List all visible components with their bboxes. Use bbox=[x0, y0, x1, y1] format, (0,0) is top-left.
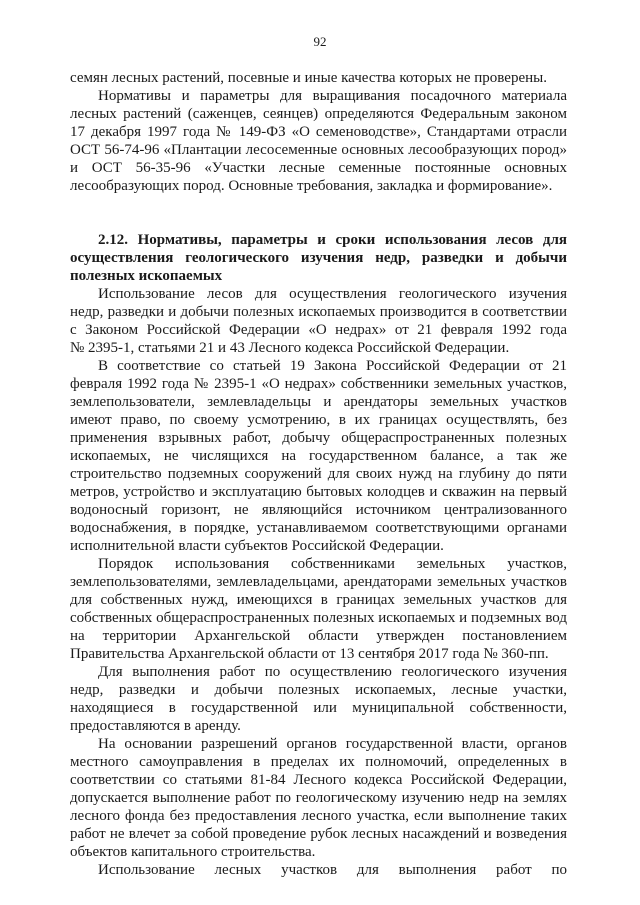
text-line: допускается выполнение работ по геологическому изучению недр на землях bbox=[70, 790, 567, 806]
heading-line: 2.12. Нормативы, параметры и сроки использования лесов для bbox=[98, 232, 567, 248]
text-line: февраля 1992 года № 2395-1 «О недрах» собственники земельных участков, bbox=[70, 376, 567, 392]
text-line: водоносный горизонт, не являющийся источником централизованного bbox=[70, 502, 567, 518]
text-line: Для выполнения работ по осуществлению геологического изучения bbox=[98, 664, 567, 680]
page-number: 92 bbox=[313, 34, 327, 49]
text-line: имеют право, по своему усмотрению, в их границах осуществлять, без bbox=[70, 412, 567, 428]
text-line: В соответствие со статьей 19 Закона Российской Федерации от 21 bbox=[98, 358, 567, 374]
text-line: местного самоуправления в пределах их полномочий, определенных в bbox=[70, 754, 567, 770]
text-line: Использование лесных участков для выполнения работ по bbox=[98, 862, 567, 878]
paragraph-6 bbox=[70, 861, 567, 879]
text-line: собственных общераспространенных полезных ископаемых и подземных вод bbox=[70, 610, 567, 626]
text-line: лесных растений (саженцев, сеянцев) определяются Федеральным законом bbox=[70, 106, 567, 122]
heading-line: осуществления геологического изучения недр, разведки и добычи bbox=[70, 250, 567, 266]
text-line: землепользователи, землевладельцы и арендаторы земельных участков bbox=[70, 394, 567, 410]
paragraph-3 bbox=[70, 555, 567, 663]
section-heading bbox=[70, 231, 567, 285]
text-line: для собственных нужд, имеющихся в границах земельных участков для bbox=[70, 592, 567, 608]
text-line: недр, разведки и добычи полезных ископаемых, лесные участки, bbox=[70, 682, 567, 698]
page-content bbox=[70, 69, 567, 879]
text-line: работ не влечет за собой проведение рубок лесных насаждений и возведения bbox=[70, 826, 567, 842]
text-line: землепользователями, землевладельцами, арендаторами земельных участков bbox=[70, 574, 567, 590]
text-line: на территории Архангельской области утвержден постановлением bbox=[70, 628, 567, 644]
text-line: водоснабжения, в порядке, устанавливаемом соответствующими органами bbox=[70, 520, 567, 536]
text-line: 17 декабря 1997 года № 149-ФЗ «О семеноводстве», Стандартами отрасли bbox=[70, 124, 567, 140]
text-line: ОСТ 56-74-96 «Плантации лесосеменные основных лесообразующих пород» bbox=[70, 142, 567, 158]
text-line: метров, устройство и эксплуатацию бытовых колодцев и скважин на первый bbox=[70, 484, 567, 500]
text-line: применения взрывных работ, добычу общераспространенных полезных bbox=[70, 430, 567, 446]
text-line: лесообразующих пород. Основные требования, закладка и формирование». bbox=[70, 178, 553, 194]
text-line: находящиеся в государственной или муниципальной собственности, bbox=[70, 700, 567, 716]
text-line: исполнительной власти субъектов Российской Федерации. bbox=[70, 538, 444, 554]
text-line: № 2395-1, статьями 21 и 43 Лесного кодекса Российской Федерации. bbox=[70, 340, 510, 356]
text-line: объектов капитального строительства. bbox=[70, 844, 316, 860]
paragraph-1 bbox=[70, 285, 567, 357]
text-line: Использование лесов для осуществления геологического изучения bbox=[98, 286, 567, 302]
text-line: На основании разрешений органов государственной власти, органов bbox=[98, 736, 567, 752]
text-line: недр, разведки и добычи полезных ископаемых производится в соответствии bbox=[70, 304, 567, 320]
text-line: лесного фонда без предоставления лесного участка, если выполнение таких bbox=[70, 808, 567, 824]
text-line: ископаемых, не числящихся на государственном балансе, а так же bbox=[70, 448, 567, 464]
text-line: Правительства Архангельской области от 13 сентября 2017 года № 360-пп. bbox=[70, 646, 549, 662]
paragraph-intro-2 bbox=[70, 87, 567, 195]
paragraph-intro-1 bbox=[70, 69, 567, 87]
text-line: и ОСТ 56-35-96 «Участки лесные семенные постоянные основных bbox=[70, 160, 567, 176]
paragraph-4 bbox=[70, 663, 567, 735]
text-line: строительство подземных сооружений для своих нужд на глубину до пяти bbox=[70, 466, 567, 482]
text-line: с Законом Российской Федерации «О недрах» от 21 февраля 1992 года bbox=[70, 322, 567, 338]
heading-line: полезных ископаемых bbox=[70, 268, 223, 284]
text-line: соответствии со статьями 81-84 Лесного кодекса Российской Федерации, bbox=[70, 772, 567, 788]
text-line: Порядок использования собственниками земельных участков, bbox=[98, 556, 567, 572]
paragraph-5 bbox=[70, 735, 567, 861]
paragraph-2 bbox=[70, 357, 567, 555]
text-line: семян лесных растений, посевные и иные качества которых не проверены. bbox=[70, 70, 547, 86]
text-line: предоставляются в аренду. bbox=[70, 718, 241, 734]
text-line: Нормативы и параметры для выращивания посадочного материала bbox=[98, 88, 567, 104]
